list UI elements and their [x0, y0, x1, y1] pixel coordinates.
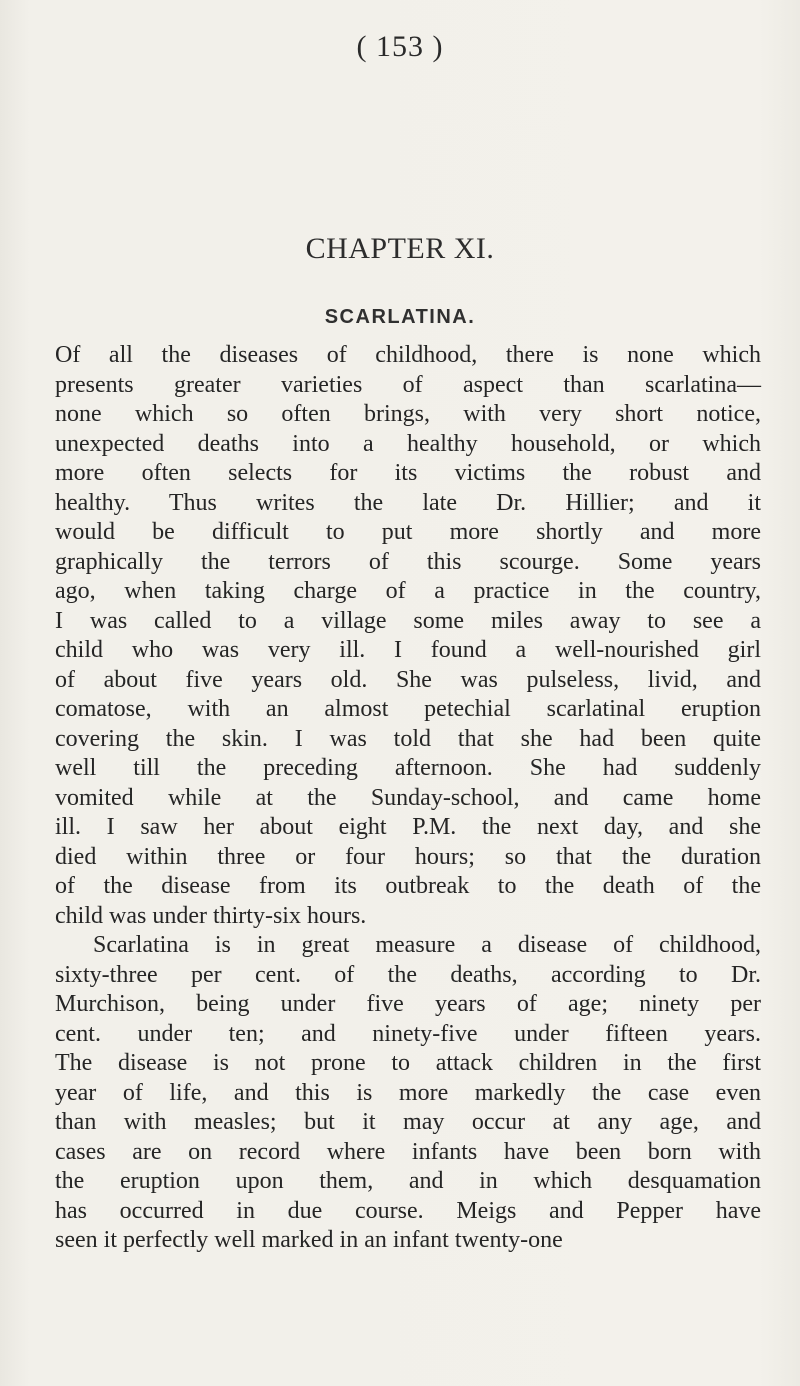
- text-line: Of all the diseases of childhood, there is none which: [55, 342, 761, 368]
- text-line: comatose, with an almost petechial scarlatinal eruption: [55, 696, 761, 722]
- text-line: the eruption upon them, and in which desquamation: [55, 1168, 761, 1194]
- text-line: presents greater varieties of aspect than scarlatina—: [55, 371, 761, 398]
- text-line: died within three or four hours; so that the duration: [55, 843, 761, 870]
- text-line: more often selects for its victims the robust and: [55, 460, 761, 486]
- text-line: child who was very ill. I found a well-nourished girl: [55, 637, 761, 663]
- section-title: SCARLATINA.: [324, 306, 476, 328]
- text-line: of about five years old. She was pulseless, livid, and: [55, 666, 761, 693]
- chapter-title: CHAPTER XI.: [305, 232, 495, 265]
- text-line: well till the preceding afternoon. She had suddenly: [55, 755, 761, 781]
- text-line: Scarlatina is in great measure a disease of childhood,: [93, 932, 761, 958]
- text-line: The disease is not prone to attack children in the first: [55, 1050, 761, 1076]
- page-number: ( 153 ): [356, 30, 444, 63]
- text-line: unexpected deaths into a healthy household, or which: [55, 430, 761, 457]
- text-line: than with measles; but it may occur at any age, and: [55, 1109, 761, 1135]
- text-line: Murchison, being under five years of age; ninety per: [55, 991, 761, 1017]
- text-line: sixty-three per cent. of the deaths, according to Dr.: [55, 961, 761, 988]
- text-line: of the disease from its outbreak to the death of the: [55, 873, 761, 899]
- text-line: graphically the terrors of this scourge. Some years: [55, 548, 761, 575]
- text-line: vomited while at the Sunday-school, and came home: [55, 784, 761, 811]
- text-line: has occurred in due course. Meigs and Pepper have: [55, 1197, 761, 1224]
- text-line: seen it perfectly well marked in an infant twenty-one: [55, 1227, 563, 1253]
- text-line: healthy. Thus writes the late Dr. Hillier; and it: [55, 489, 761, 516]
- text-line: I was called to a village some miles away to see a: [55, 607, 761, 634]
- text-line: would be difficult to put more shortly and more: [55, 519, 761, 545]
- text-line: cases are on record where infants have been born with: [55, 1138, 761, 1165]
- text-line: year of life, and this is more markedly the case even: [55, 1079, 761, 1106]
- body-text: [55, 341, 761, 1256]
- text-line: child was under thirty-six hours.: [55, 902, 367, 929]
- text-line: none which so often brings, with very short notice,: [55, 401, 761, 427]
- text-line: covering the skin. I was told that she had been quite: [55, 725, 761, 752]
- text-line: ill. I saw her about eight P.M. the next day, and she: [55, 814, 761, 840]
- text-line: ago, when taking charge of a practice in the country,: [55, 578, 761, 604]
- text-line: cent. under ten; and ninety-five under fifteen years.: [55, 1020, 761, 1047]
